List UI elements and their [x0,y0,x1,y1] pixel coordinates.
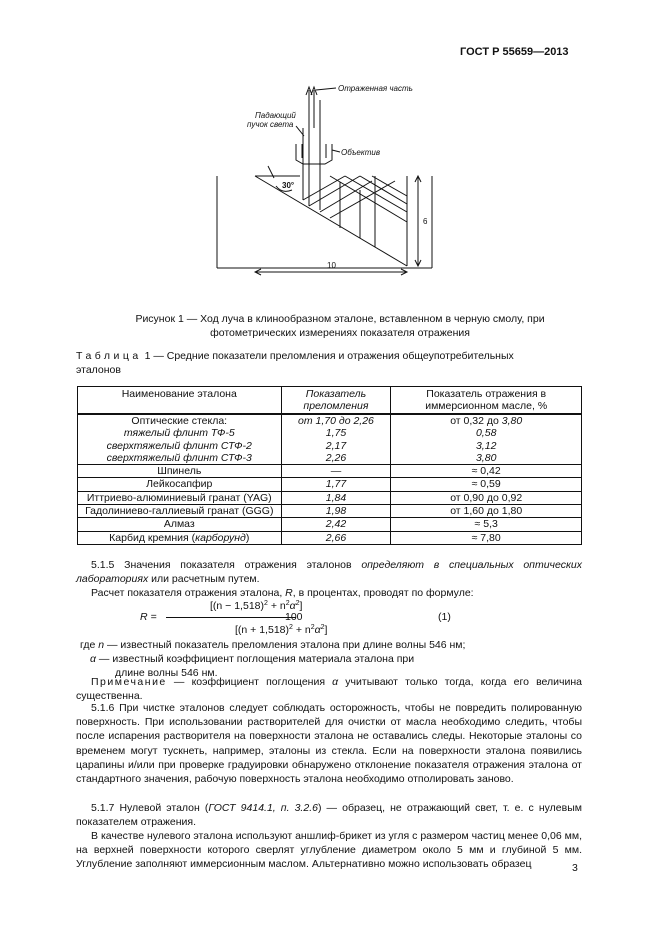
paragraph-5-1-5: 5.1.5 Значения показателя отражения эталонов определяют в специальных оптических лабораториях или расчетным путем. [76,559,582,586]
formula-numerator: $[(n - 1,518)^2 + n^2\alpha^2]$ [210,600,303,612]
table-row: Алмаз 2,42 ≈ 5,3 [78,518,582,531]
where-n: где n — известный показатель преломления эталона при длине волны 546 нм; [80,639,466,651]
label-angle: 30° [282,181,295,190]
wedge-figure [0,0,661,300]
label-reflected: Отраженная часть [338,84,413,93]
col-header-index: Показатель преломления [281,387,391,415]
table-row: Гадолиниево-галлиевый гранат (GGG) 1,98 от 1,60 до 1,80 [78,505,582,518]
refraction-table [77,386,582,545]
table-row: Карбид кремния (карборунд) 2,66 ≈ 7,80 [78,531,582,544]
label-incident-2: пучок света [247,120,294,129]
paragraph-zero-standard: В качестве нулевого эталона используют аншлиф-брикет из угля с размером частиц менее 0,06 мм, на верхней поверхности которого сверлят углубление диаметром около 5 мм и глубиной 5 мм. Углубление заполняют иммерсионным маслом. Альтернативно можно использовать образец [76,830,582,871]
label-height: 6 [423,217,428,226]
table-row: Лейкосапфир 1,77 ≈ 0,59 [78,478,582,491]
col-header-reflectance: Показатель отражения в иммерсионном масле, % [391,387,582,415]
table-row: Шпинель — ≈ 0,42 [78,465,582,478]
document-header: ГОСТ Р 55659—2013 [460,46,569,58]
formula-denominator: $[(n + 1,518)^2 + n^2\alpha^2]$ [235,624,328,636]
figure-caption: Рисунок 1 — Ход луча в клинообразном эталоне, вставленном в черную смолу, при фотометрических измерениях показателя отражения [135,313,545,339]
table-row: Оптические стекла: тяжелый флинт ТФ-5 сверхтяжелый флинт СТФ-2 сверхтяжелый флинт СТФ-3 от 1,70 до 2,26 1,75 2,17 2,26 от 0,32 до 3,80 0,58 3,12 3,80 [78,414,582,465]
note: Примечание — коэффициент поглощения α учитывают только тогда, когда его величина существенна. [76,676,582,703]
paragraph-5-1-6: 5.1.6 При чистке эталонов следует соблюдать осторожность, чтобы не повредить полированную поверхность. При использовании растворителей для очистки от масла необходимо следить, чтобы после испарения растворителя на поверхности эталона не оставались следы. Некоторые эталоны со временем могут тускнеть, например, эталоны из стекла. Если на поверхности эталона появились царапины и/или при проверке градуировки обнаружено отклонение показателя отражения эталона от стандартного значения, рабочую поверхность эталона необходимо отполировать заново. [76,702,582,786]
formula-intro: Расчет показателя отражения эталона, R, в процентах, проводят по формуле: [91,587,474,599]
label-incident-1: Падающий [255,111,296,120]
reflectance-formula: R = $[(n - 1,518)^2 + n^2\alpha^2]$ 100 $[(n + 1,518)^2 + n^2\alpha^2]$ (1) [140,600,451,636]
label-objective: Объектив [341,148,381,157]
paragraph-5-1-7: 5.1.7 Нулевой эталон (ГОСТ 9414.1, п. 3.2.6) — образец, не отражающий свет, т. е. с нулевым показателем отражения. [76,802,582,829]
label-width: 10 [327,261,336,270]
where-alpha-cont: длине волны 546 нм. [115,667,218,679]
table-row: Иттриево-алюминиевый гранат (YAG) 1,84 от 0,90 до 0,92 [78,491,582,504]
table-caption: Таблица 1 — Средние показатели преломления и отражения общеупотребительных эталонов [76,350,514,376]
fraction-bar [166,617,296,618]
col-header-name: Наименование эталона [78,387,282,415]
formula-number: (1) [438,611,451,623]
where-alpha: α — известный коэффициент поглощения материала эталона при [90,653,415,665]
page-number: 3 [572,862,578,874]
table-header-row [78,387,582,415]
